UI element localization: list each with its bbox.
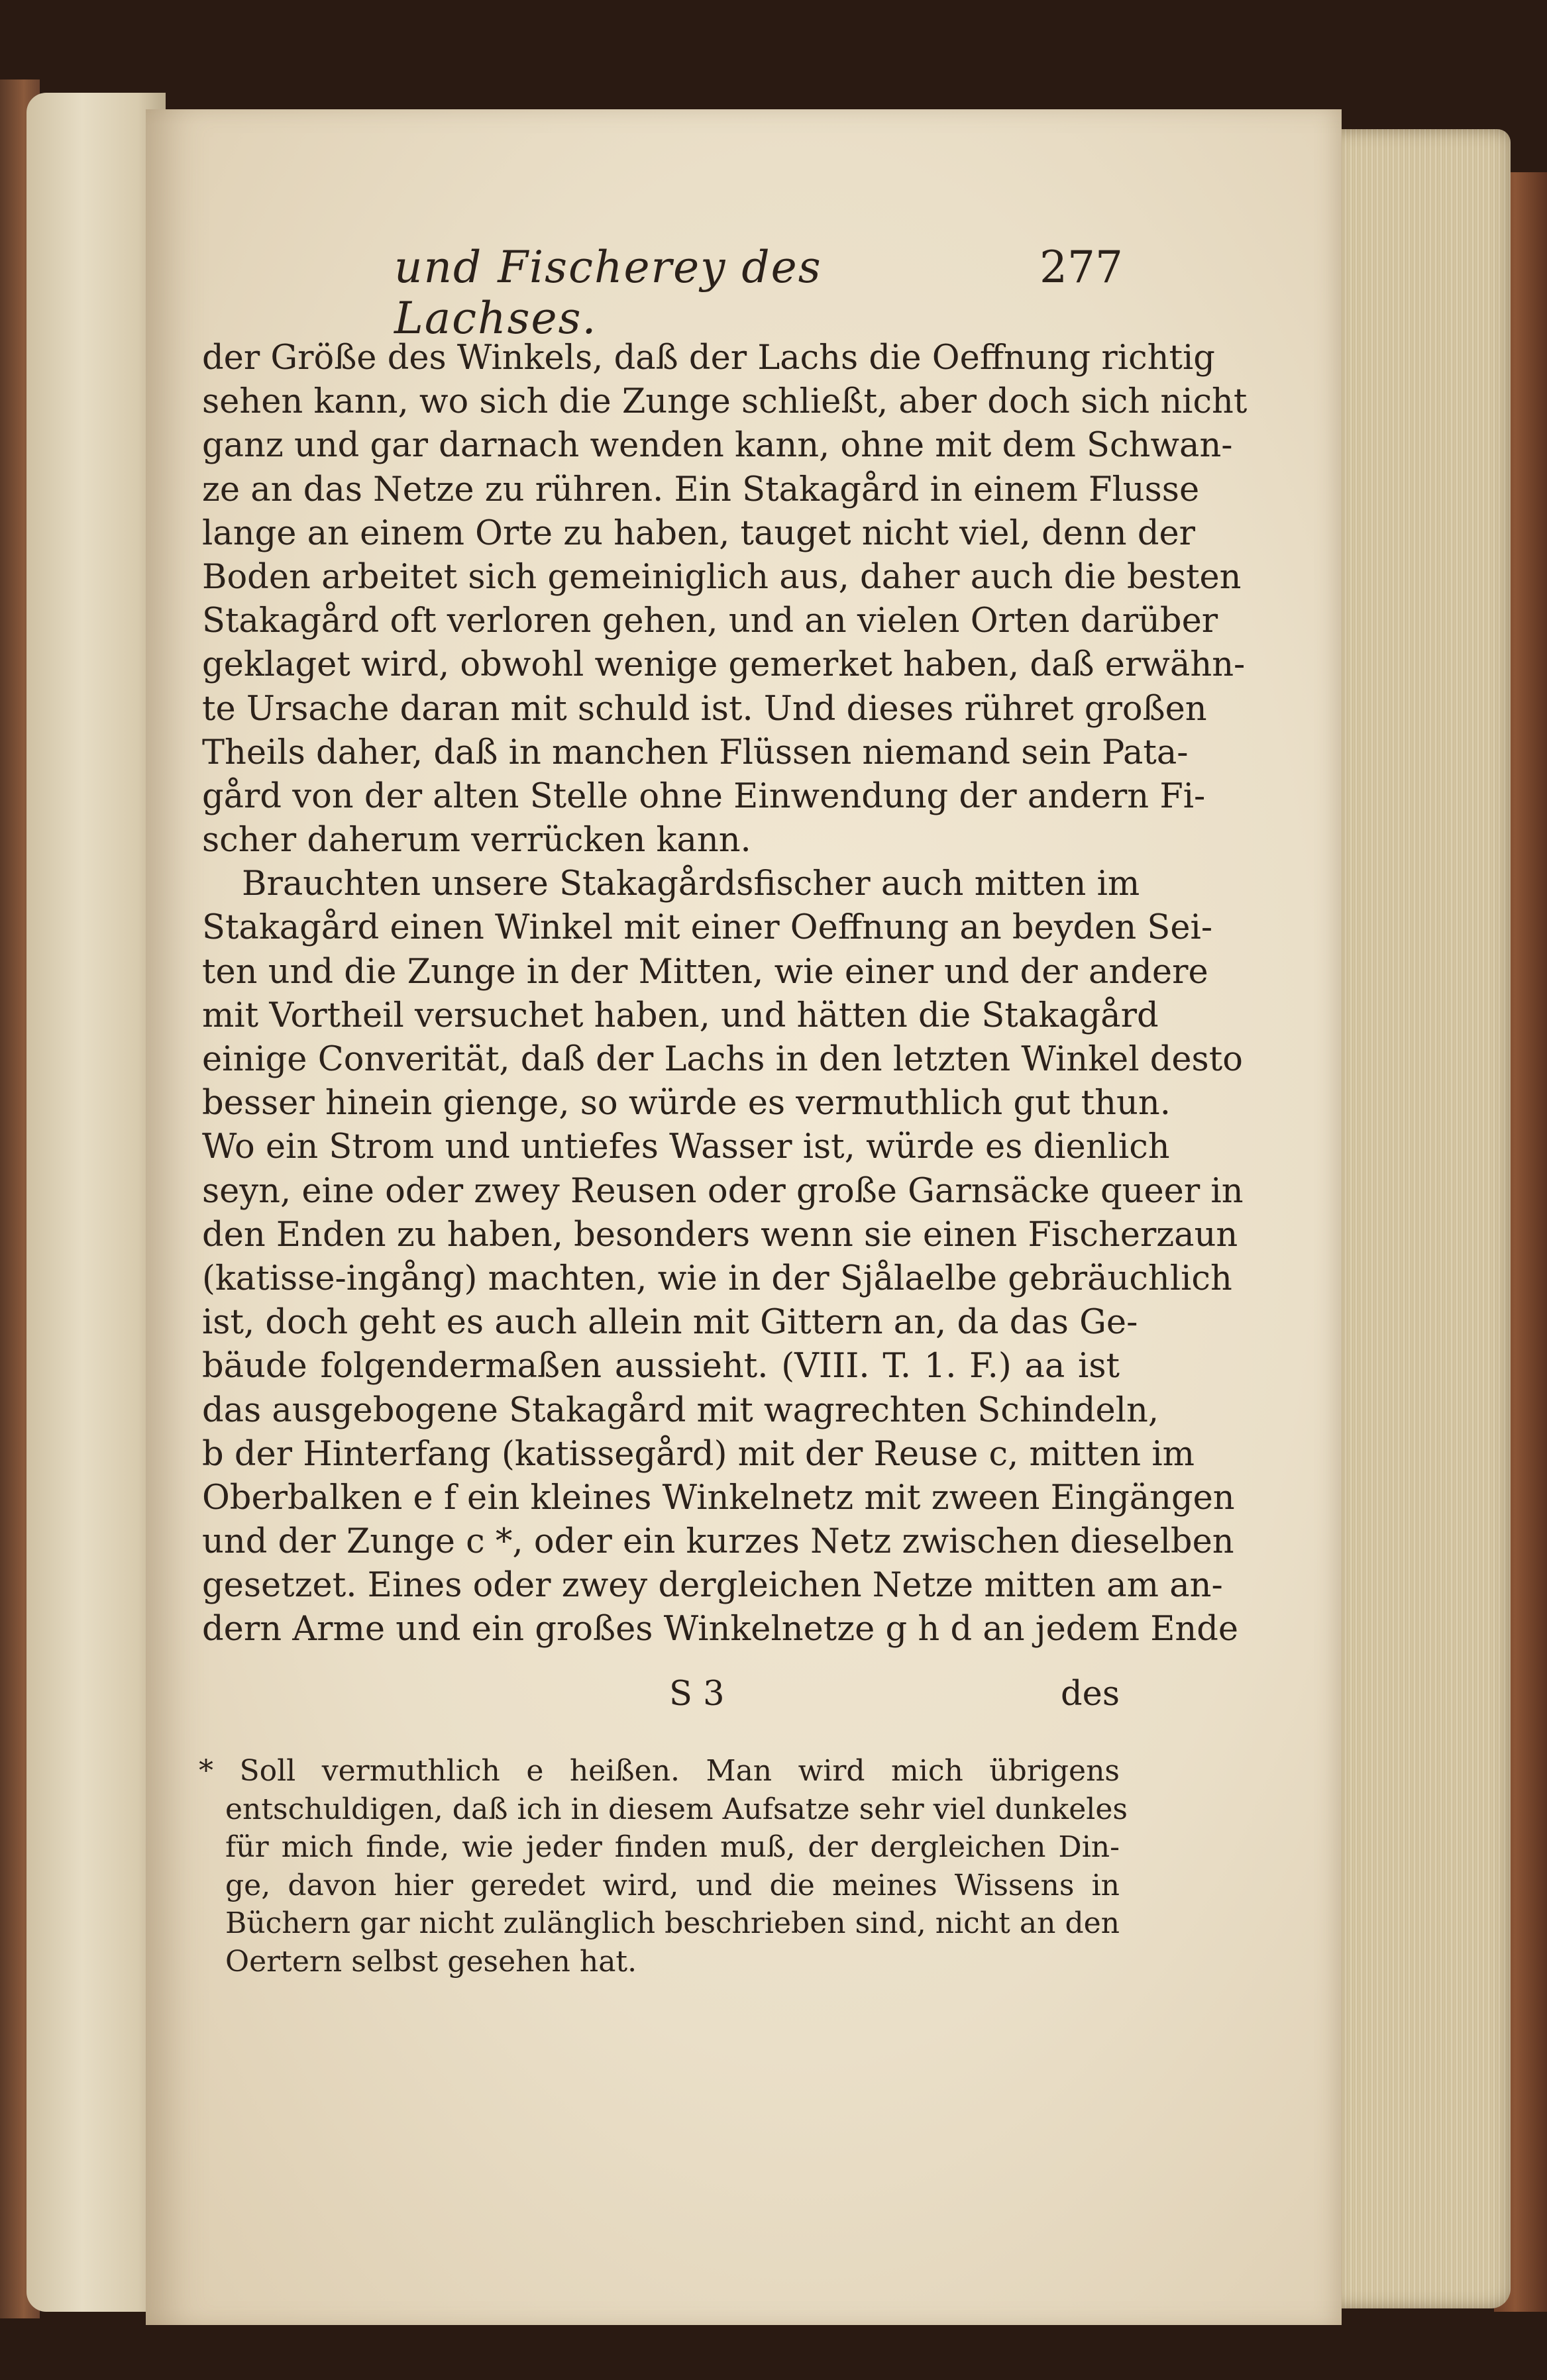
- text-line: ze an das Netze zu rühren. Ein Stakagård in einem Flusse: [202, 470, 1200, 509]
- text-line: gård von der alten Stelle ohne Einwendung der andern Fi-: [202, 776, 1206, 816]
- main-text: [202, 336, 1248, 1652]
- text-line: einige Converität, daß der Lachs in den letzten Winkel desto: [202, 1040, 1243, 1079]
- footnote-line: ge, davon hier geredet wird, und die meines Wissens in: [225, 1868, 1120, 1902]
- text-line: den Enden zu haben, besonders wenn sie einen Fischerzaun: [202, 1215, 1238, 1255]
- text-line: Stakagård einen Winkel mit einer Oeffnung an beyden Sei-: [202, 908, 1213, 948]
- footnote-line: entschuldigen, daß ich in diesem Aufsatze sehr viel dunkeles: [225, 1792, 1128, 1826]
- text-line: (katisse-ingång) machten, wie in der Sjålaelbe gebräuchlich: [202, 1259, 1232, 1298]
- text-line: seyn, eine oder zwey Reusen oder große Garnsäcke queer in: [202, 1171, 1244, 1211]
- text-line: ist, doch geht es auch allein mit Gittern an, da das Ge-: [202, 1303, 1138, 1343]
- text-line: Wo ein Strom und untiefes Wasser ist, würde es dienlich: [202, 1127, 1170, 1167]
- footnote-line: Oertern selbst gesehen hat.: [225, 1944, 637, 1979]
- footnote-line: Büchern gar nicht zulänglich beschrieben sind, nicht an den: [225, 1906, 1120, 1940]
- text-line: dern Arme und ein großes Winkelnetze g h d an jedem Ende: [202, 1610, 1239, 1649]
- text-line: lange an einem Orte zu haben, tauget nicht viel, denn der: [202, 513, 1196, 553]
- text-line: ten und die Zunge in der Mitten, wie einer und der andere: [202, 952, 1208, 992]
- text-line: besser hinein gienge, so würde es vermuthlich gut thun.: [202, 1084, 1171, 1123]
- text-line: ganz und gar darnach wenden kann, ohne mit dem Schwan-: [202, 426, 1233, 466]
- text-line: Stakagård oft verloren gehen, und an vielen Orten darüber: [202, 601, 1218, 641]
- text-line: b der Hinterfang (katissegård) mit der Reuse c, mitten im: [202, 1434, 1195, 1474]
- text-line: sehen kann, wo sich die Zunge schließt, aber doch sich nicht: [202, 382, 1248, 422]
- signature-mark: S 3: [669, 1675, 725, 1714]
- text-line: Boden arbeitet sich gemeiniglich aus, daher auch die besten: [202, 557, 1242, 597]
- footnote: [199, 1752, 1128, 1981]
- footnote-line: für mich finde, wie jeder finden muß, der dergleichen Din-: [225, 1830, 1120, 1864]
- text-line: Oberbalken e f ein kleines Winkelnetz mit zween Eingängen: [202, 1478, 1235, 1518]
- catchword: des: [1060, 1675, 1120, 1714]
- running-head: [394, 242, 1123, 344]
- text-line: Brauchten unsere Stakagårdsfischer auch mitten im: [242, 864, 1140, 904]
- text-line: scher daherum verrücken kann.: [202, 821, 751, 860]
- left-page-curl: [27, 93, 166, 2312]
- text-line: und der Zunge c *, oder ein kurzes Netz zwischen dieselben: [202, 1522, 1234, 1562]
- footnote-line: * Soll vermuthlich e heißen. Man wird mich übrigens: [199, 1754, 1120, 1788]
- text-line: gesetzet. Eines oder zwey dergleichen Netze mitten am an-: [202, 1566, 1223, 1606]
- page-edges: [1332, 129, 1511, 2308]
- text-line: das ausgebogene Stakagård mit wagrechten Schindeln,: [202, 1390, 1159, 1430]
- text-line: bäude folgendermaßen aussieht. (VIII. T. 1. F.) aa ist: [202, 1347, 1120, 1386]
- text-line: der Größe des Winkels, daß der Lachs die Oeffnung richtig: [202, 338, 1215, 378]
- page-number: 277: [1040, 242, 1123, 293]
- page-footer: [202, 1675, 1120, 1714]
- text-line: te Ursache daran mit schuld ist. Und dieses rühret großen: [202, 689, 1207, 729]
- text-line: geklaget wird, obwohl wenige gemerket haben, daß erwähn-: [202, 645, 1246, 685]
- text-line: Theils daher, daß in manchen Flüssen niemand sein Pata-: [202, 733, 1189, 772]
- text-line: mit Vortheil versuchet haben, und hätten die Stakagård: [202, 996, 1159, 1035]
- running-title: und Fischerey des Lachses.: [394, 242, 822, 344]
